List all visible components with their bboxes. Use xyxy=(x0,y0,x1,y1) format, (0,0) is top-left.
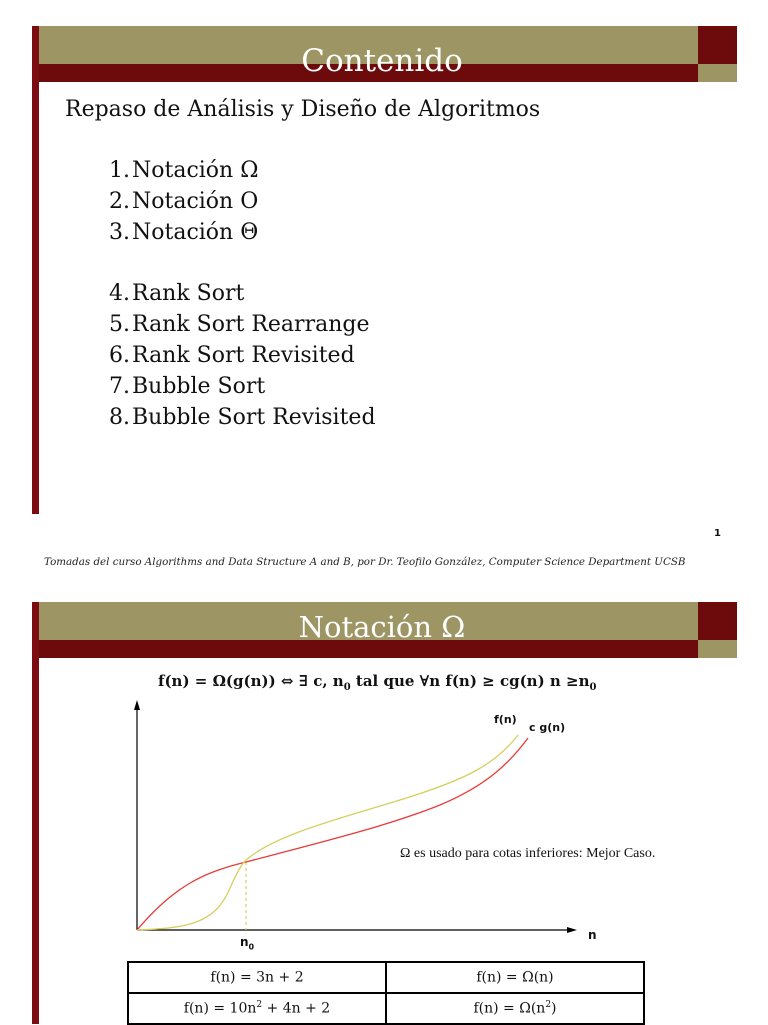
list-item: 7.Bubble Sort xyxy=(109,374,266,399)
omega-note: Ω es usado para cotas inferiores: Mejor Caso. xyxy=(400,846,656,861)
page-number: 1 xyxy=(714,528,721,539)
table-cell: f(n) = Ω(n) xyxy=(386,962,644,993)
list-item: 8.Bubble Sort Revisited xyxy=(109,405,376,430)
list-item: 2.Notación O xyxy=(109,189,259,214)
list-item: 4.Rank Sort xyxy=(109,281,245,306)
fn-label: f(n) xyxy=(494,713,517,726)
y-axis-arrow xyxy=(134,700,140,710)
fn-curve xyxy=(137,735,518,930)
omega-definition: f(n) = Ω(g(n)) ⇔ ∃ c, $n_0$ tal que ∀n f(n) ≥ cg(n) $n \ge n_0$ xyxy=(158,672,597,693)
examples-table xyxy=(127,961,645,1025)
table-row xyxy=(128,993,644,1024)
section-heading: Repaso de Análisis y Diseño de Algoritmos xyxy=(65,97,541,122)
table-cell: f(n) = 3n + 2 xyxy=(128,962,386,993)
cgn-curve xyxy=(137,738,528,930)
table-cell: $f(n) = 10n^2 + 4n + 2$ xyxy=(128,993,386,1024)
slide-title: Notación Ω xyxy=(298,610,466,644)
list-item: 6.Rank Sort Revisited xyxy=(109,343,355,368)
table-cell: $f(n) = \Omega(n^2)$ xyxy=(386,993,644,1024)
list-item: 5.Rank Sort Rearrange xyxy=(109,312,370,337)
slide-title: Contenido xyxy=(301,43,463,79)
n0-label: $n_0$ xyxy=(240,935,255,952)
cgn-label: c g(n) xyxy=(529,721,566,734)
x-axis-label: n xyxy=(588,928,597,942)
x-axis-arrow xyxy=(567,927,577,933)
list-item: 1.Notación Ω xyxy=(109,158,259,183)
list-item: 3.Notación Θ xyxy=(109,220,259,245)
footer-credit: Tomadas del curso Algorithms and Data Structure A and B, por Dr. Teofilo González, Computer Science Department UCSB xyxy=(44,556,686,568)
table-row xyxy=(128,962,644,993)
